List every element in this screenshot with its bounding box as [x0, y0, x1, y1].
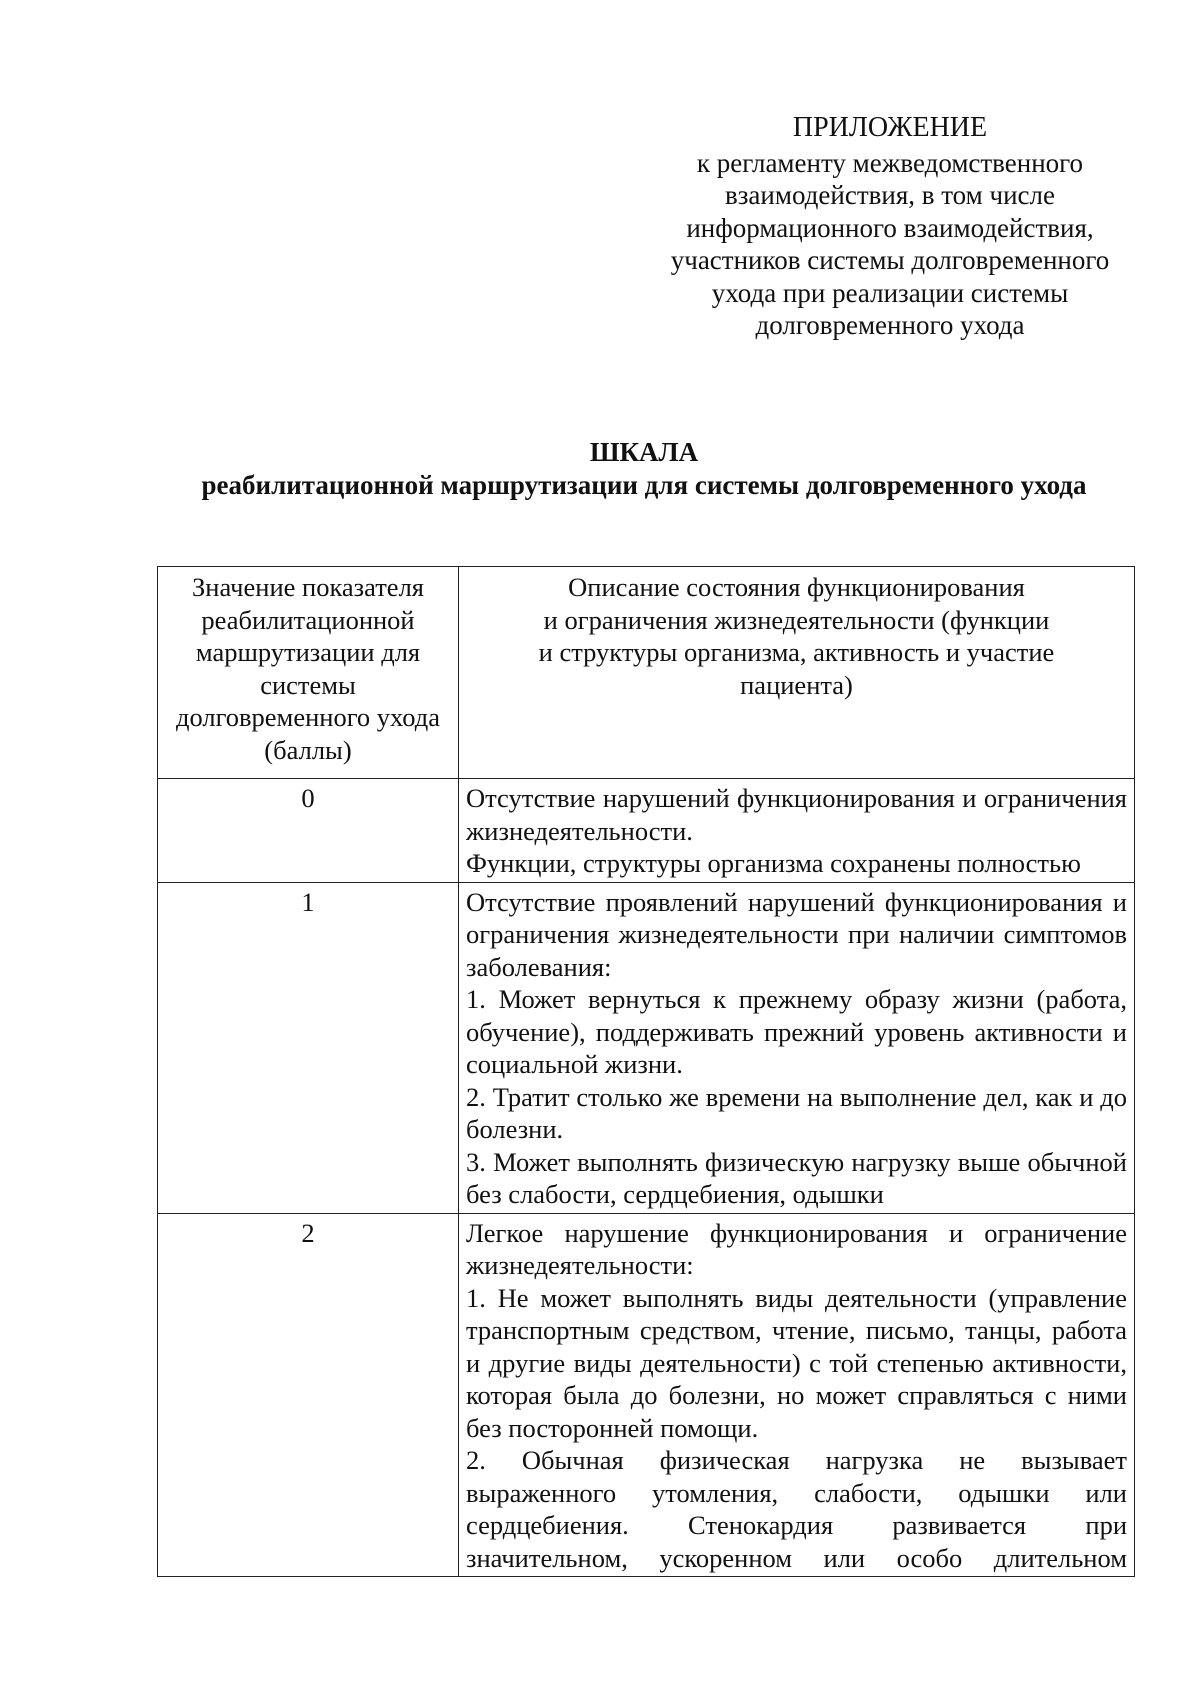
description-paragraph: Легкое нарушение функционирования и ограничение жизнедеятельности: [466, 1217, 1127, 1280]
score-column-header [158, 567, 459, 779]
score-cell: 1 [158, 882, 459, 1213]
header-line: реабилитационной [201, 604, 415, 635]
header-line: Описание состояния функционирования [568, 572, 1025, 602]
appendix-line: к регламенту межведомственного [696, 147, 1084, 178]
header-line: долговременного ухода [175, 702, 441, 732]
score-cell: 0 [158, 779, 459, 883]
description-paragraph: 3. Может выполнять физическую нагрузку выше обычной без слабости, сердцебиения, одышки [466, 1146, 1127, 1209]
header-line: системы [260, 669, 356, 700]
appendix-header [655, 112, 1125, 342]
header-line: и структуры организма, активность и участие [538, 637, 1055, 667]
description-paragraph: Функции, структуры организма сохранены полностью [466, 848, 1081, 878]
document-heading [150, 436, 1138, 502]
appendix-line: долговременного ухода [755, 310, 1025, 340]
table-header-row [158, 567, 1135, 779]
score-cell: 2 [158, 1213, 459, 1577]
appendix-line: ухода при реализации системы [711, 277, 1069, 308]
description-paragraph: Отсутствие проявлений нарушений функционирования и ограничения жизнедеятельности при наличии симптомов заболевания: [466, 886, 1127, 982]
table-row [158, 1213, 1135, 1577]
header-line: маршрутизации для [195, 637, 421, 667]
table-row [158, 779, 1135, 883]
header-line: пациента) [740, 669, 853, 700]
description-cell [459, 779, 1135, 883]
header-line: и ограничения жизнедеятельности (функции [543, 604, 1050, 635]
table-row [158, 882, 1135, 1213]
appendix-line: участников системы долговременного [670, 245, 1110, 275]
document-subtitle: реабилитационной маршрутизации для системы долговременного ухода [201, 470, 1087, 500]
description-paragraph: 2. Обычная физическая нагрузка не вызывает выраженного утомления, слабости, одышки или сердцебиения. Стенокардия развивается при значительном, ускоренном или особо длительном [466, 1445, 1127, 1573]
appendix-title: ПРИЛОЖЕНИЕ [792, 112, 988, 143]
description-paragraph: 1. Не может выполнять виды деятельности (управление транспортным средством, чтение, письмо, танцы, работа и другие виды деятельности) с той степенью активности, которая была до болезни, но может справляться с ними без посторонней помощи. [466, 1282, 1127, 1443]
header-line: (баллы) [264, 734, 352, 765]
document-title: ШКАЛА [589, 437, 699, 467]
appendix-line: взаимодействия, в том числе [725, 180, 1055, 210]
description-paragraph: Отсутствие нарушений функционирования и ограничения жизнедеятельности. [466, 783, 1127, 846]
description-column-header [459, 567, 1135, 779]
description-paragraph: 1. Может вернуться к прежнему образу жизни (работа, обучение), поддерживать прежний уровень активности и социальной жизни. [466, 984, 1127, 1079]
scale-table [157, 566, 1135, 1577]
appendix-line: информационного взаимодействия, [686, 212, 1094, 243]
header-line: Значение показателя [192, 572, 424, 602]
description-paragraph: 2. Тратит столько же времени на выполнение дел, как и до болезни. [466, 1081, 1127, 1144]
description-cell [459, 1213, 1135, 1577]
description-cell [459, 882, 1135, 1213]
